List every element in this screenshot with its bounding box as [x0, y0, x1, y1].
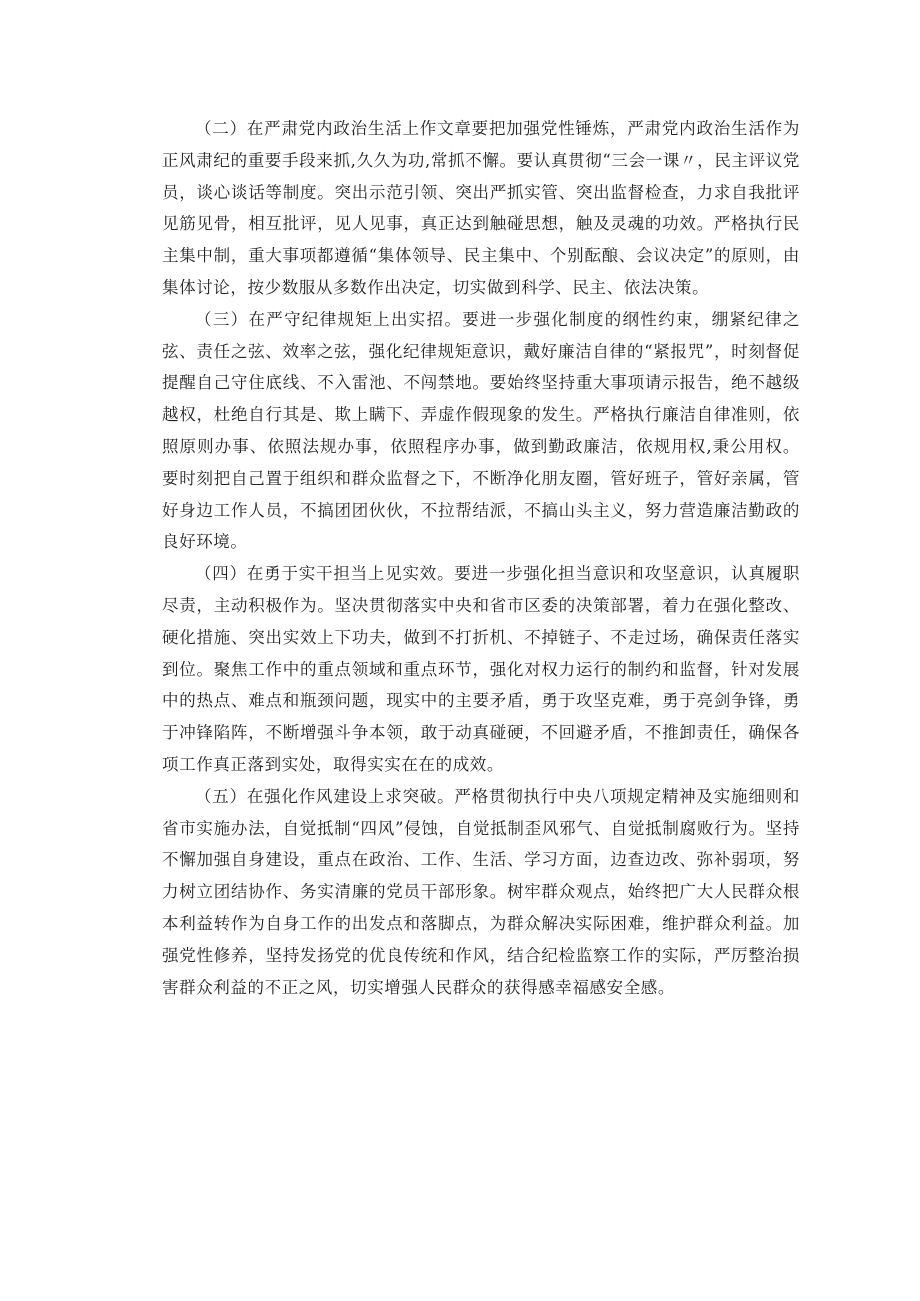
paragraph-three: （三）在严守纪律规矩上出实招。要进一步强化制度的纲性约束，绷紧纪律之弦、责任之弦、效率之弦，强化纪律规矩意识，戴好廉洁自律的“紧报咒”，时刻督促提醒自己守住底线、不入雷池、不闯禁地。要始终坚持重大事项请示报告，绝不越级越权，杜绝自行其是、欺上瞒下、弄虚作假现象的发生。严格执行廉洁自律准则，依照原则办事、依照法规办事，依照程序办事，做到勤政廉洁，依规用权,秉公用权。要时刻把自己置于组织和群众监督之下，不断净化朋友圈，管好班子，管好亲属，管好身边工作人员，不搞团团伙伙，不拉帮结派，不搞山头主义，努力营造廉洁勤政的良好环境。 [162, 309, 800, 552]
document-body [162, 113, 800, 1003]
paragraph-five: （五）在强化作风建设上求突破。严格贯彻执行中央八项规定精神及实施细则和省市实施办法，自觉抵制“四风”侵蚀，自觉抵制歪风邪气、自觉抵制腐败行为。坚持不懈加强自身建设，重点在政治、工作、生活、学习方面，边查边改、弥补弱项，努力树立团结协作、务实清廉的党员干部形象。树牢群众观点，始终把广大人民群众根本利益转作为自身工作的出发点和落脚点，为群众解决实际困难，维护群众利益。加强党性修养，坚持发扬党的优良传统和作风，结合纪检监察工作的实际，严厉整治损害群众利益的不正之风，切实增强人民群众的获得感幸福感安全感。 [162, 786, 800, 997]
paragraph-two: （二）在严肃党内政治生活上作文章要把加强党性锤炼，严肃党内政治生活作为正风肃纪的重要手段来抓,久久为功,常抓不懈。要认真贯彻“三会一课〃，民主评议党员，谈心谈话等制度。突出示范引领、突出严抓实管、突出监督检查，力求自我批评见筋见骨，相互批评，见人见事，真正达到触碰思想，触及灵魂的功效。严格执行民主集中制，重大事项都遵循“集体领导、民主集中、个别酝酿、会议决定”的原则，由集体讨论，按少数服从多数作出决定，切实做到科学、民主、依法决策。 [162, 119, 800, 297]
paragraph-four: （四）在勇于实干担当上见实效。要进一步强化担当意识和攻坚意识，认真履职尽责，主动积极作为。坚决贯彻落实中央和省市区委的决策部署，着力在强化整改、硬化措施、突出实效上下功夫，做到不打折机、不掉链子、不走过场，确保责任落实到位。聚焦工作中的重点领域和重点环节，强化对权力运行的制约和监督，针对发展中的热点、难点和瓶颈问题，现实中的主要矛盾，勇于攻坚克难，勇于亮剑争锋，勇于冲锋陷阵，不断增强斗争本领，敢于动真碰硬，不回避矛盾，不推卸责任，确保各项工作真正落到实处，取得实实在在的成效。 [162, 564, 800, 774]
